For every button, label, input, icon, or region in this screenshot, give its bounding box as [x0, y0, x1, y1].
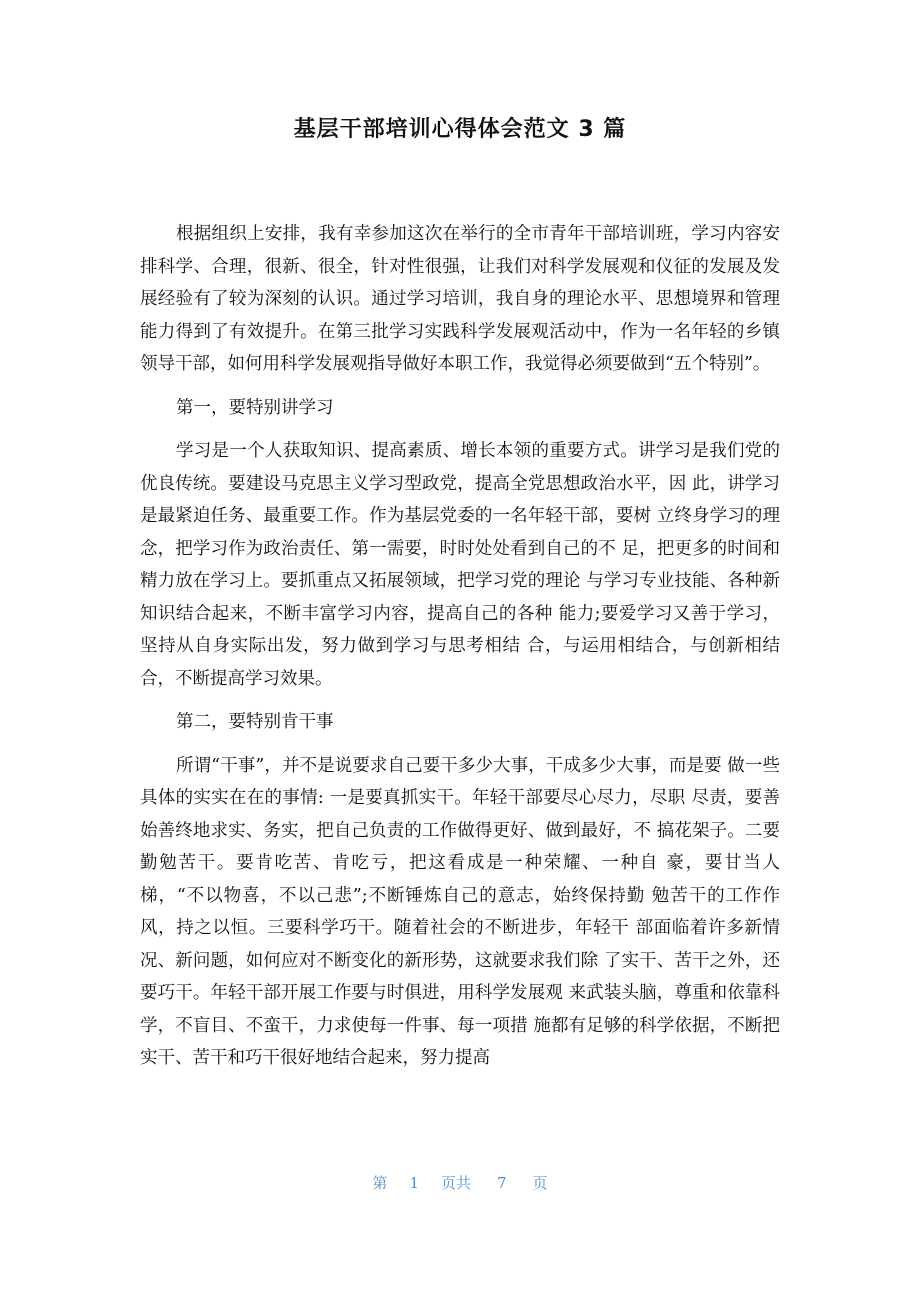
footer-prefix: 第	[372, 1174, 388, 1192]
intro-paragraph: 根据组织上安排，我有幸参加这次在举行的全市青年干部培训班，学习内容安排科学、合理，很新、很全，针对性很强，让我们对科学发展观和仪征的发展及发展经验有了较为深刻的认识。通过学习培训，我自身的理论水平、思想境界和管理能力得到了有效提升。在第三批学习实践科学发展观活动中，作为一名年轻的乡镇领导干部，如何用科学发展观指导做好本职工作，我觉得必须要做到“五个特别”。	[140, 224, 780, 374]
section-paragraph-first: 学习是一个人获取知识、提高素质、增长本领的重要方式。讲学习是我们党的优良传统。要建设马克思主义学习型政党，提高全党思想政治水平，因 此，讲学习是最紧迫任务、最重要工作。作为基层党委的一名年轻干部，要树 立终身学习的理念，把学习作为政治责任、第一需要，时时处处看到自己的不 足，把更多的时间和精力放在学习上。要抓重点又拓展领域，把学习党的理论 与学习专业技能、各种新知识结合起来，不断丰富学习内容，提高自己的各种 能力;要爱学习又善于学习，坚持从自身实际出发，努力做到学习与思考相结 合，与运用相结合，与创新相结合，不断提高学习效果。	[140, 441, 780, 689]
footer-current-page: 1	[409, 1174, 419, 1192]
footer-mid: 页共	[440, 1174, 471, 1192]
page-footer	[0, 1172, 920, 1193]
footer-total-pages: 7	[497, 1174, 507, 1192]
document-body	[140, 218, 780, 1086]
document-title: 基层干部培训心得体会范文 3 篇	[293, 117, 627, 142]
section-heading-first: 第一，要特别讲学习	[176, 397, 334, 418]
footer-suffix: 页	[532, 1174, 548, 1192]
section-paragraph-second: 所谓“干事”，并不是说要求自己要干多少大事，干成多少大事，而是要 做一些具体的实实在在的事情: 一是要真抓实干。年轻干部要尽心尽力，尽职 尽责，要善始善终地求实、务实，把自己负责的工作做得更好、做到最好，不 搞花架子。二要勤勉苦干。要肯吃苦、肯吃亏，把这看成是一种荣耀、一种自 豪，要甘当人梯，“不以物喜，不以己悲”;不断锤炼自己的意志，始终保持勤 勉苦干的工作作风，持之以恒。三要科学巧干。随着社会的不断进步，年轻干 部面临着许多新情况、新问题，如何应对不断变化的新形势，这就要求我们除 了实干、苦干之外，还要巧干。年轻干部开展工作要与时俱进，用科学发展观 来武装头脑，尊重和依靠科学，不盲目、不蛮干，力求使每一件事、每一项措 施都有足够的科学依据，不断把实干、苦干和巧干很好地结合起来，努力提高	[140, 755, 780, 1068]
section-heading-second: 第二，要特别肯干事	[176, 712, 334, 732]
